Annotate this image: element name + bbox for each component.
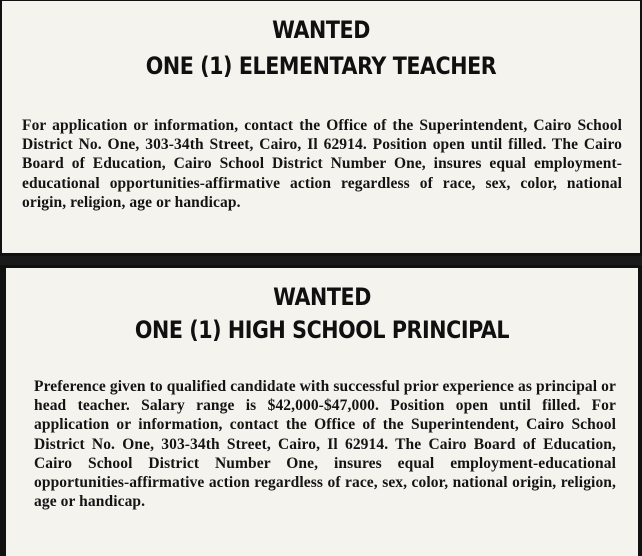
- ad-body-text: Preference given to qualified candidate with successful prior experience as principal or head teacher. Salary range is $42,000-$47,000. Position open until filled. For application or information, contact the Office of the Superintendent, Cairo School District No. One, 303-34th Street, Cairo, Il 62914. The Cairo Board of Education, Cairo School District Number One, insures equal employment-educational opportunities-affirmative action regardless of race, sex, color, national origin, religion, age or handicap.: [34, 378, 616, 511]
- ad-body-text: For application or information, contact the Office of the Superintendent, Cairo School District No. One, 303-34th Street, Cairo, Il 62914. Position open until filled. The Cairo Board of Education, Cairo School District Number One, insures equal employment-educational opportunities-affirmative action regardless of race, sex, color, national origin, religion, age or handicap.: [22, 117, 622, 211]
- classified-ad-elementary-teacher: [0, 0, 642, 256]
- ad-heading-wanted: WANTED: [272, 16, 370, 44]
- ad-position-title: ONE (1) ELEMENTARY TEACHER: [145, 52, 497, 80]
- classified-ad-high-school-principal: [0, 265, 642, 556]
- ad-position-title: ONE (1) HIGH SCHOOL PRINCIPAL: [134, 316, 510, 344]
- ad-heading-wanted: WANTED: [273, 283, 371, 311]
